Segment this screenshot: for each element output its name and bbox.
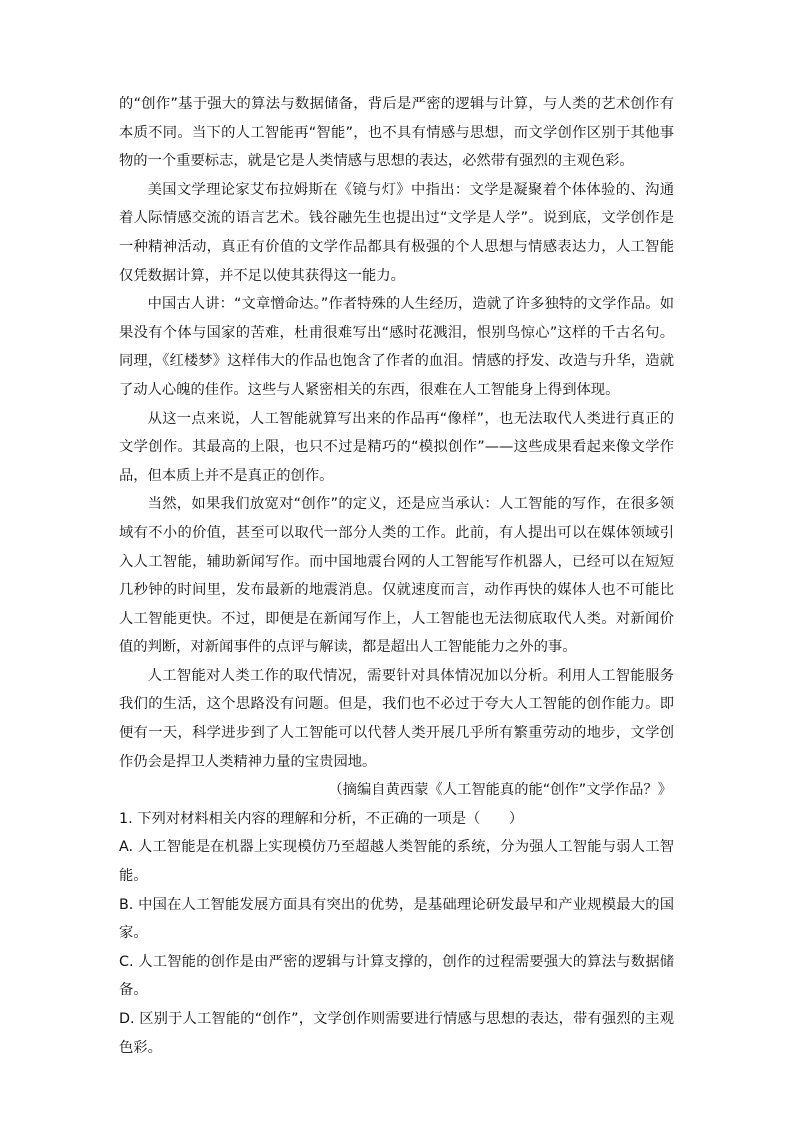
question-stem: 1. 下列对材料相关内容的理解和分析，不正确的一项是（ ） [119,810,524,827]
option-a: A. 人工智能是在机器上实现模仿乃至超越人类智能的系统，分为强人工智能与弱人工智能。 [119,839,674,885]
paragraph-3: 中国古人讲：“文章憎命达。”作者特殊的人生经历，造就了许多独特的文学作品。如果没有个体与国家的苦难，杜甫很难写出“感时花溅泪，恨别鸟惊心”这样的千古名句。同理，《红楼梦》这样伟大的作品也饱含了作者的血泪。情感的抒发、改造与升华，造就了动人心魄的佳作。这些与人紧密相关的东西，很难在人工智能身上得到体现。 [119,296,674,398]
option-d: D. 区别于人工智能的“创作”，文学创作则需要进行情感与思想的表达，带有强烈的主观色彩。 [119,1011,674,1056]
paragraph-2: 美国文学理论家艾布拉姆斯在《镜与灯》中指出：文学是凝聚着个体体验的、沟通着人际情感交流的语言艺术。钱谷融先生也提出过“文学是人学”。说到底，文学创作是一种精神活动，真正有价值的文学作品都具有极强的个人思想与情感表达力，人工智能仅凭数据计算，并不足以使其获得这一能力。 [119,181,674,284]
paragraph-6: 人工智能对人类工作的取代情况，需要针对具体情况加以分析。利用人工智能服务我们的生活，这个思路没有问题。但是，我们也不必过于夸大人工智能的创作能力。即便有一天，科学进步到了人工智能可以代替人类开展几乎所有繁重劳动的地步，文学创作仍会是捍卫人类精神力量的宝贵园地。 [119,667,674,770]
source-citation: （摘编自黄西蒙《人工智能真的能“创作”文学作品？》 [328,782,672,799]
paragraph-1: 的“创作”基于强大的算法与数据储备，背后是严密的逻辑与计算，与人类的艺术创作有本质不同。当下的人工智能再“智能”，也不具有情感与思想，而文学创作区别于其他事物的一个重要标志，就是它是人类情感与思想的表达，必然带有强烈的主观色彩。 [119,96,674,170]
option-c: C. 人工智能的创作是由严密的逻辑与计算支撑的，创作的过程需要强大的算法与数据储备。 [119,953,674,999]
option-b: B. 中国在人工智能发展方面具有突出的优势，是基础理论研发最早和产业规模最大的国家。 [119,896,674,942]
document-page [119,90,674,1062]
paragraph-4: 从这一点来说，人工智能就算写出来的作品再“像样”，也无法取代人类进行真正的文学创作。其最高的上限，也只不过是精巧的“模拟创作”——这些成果看起来像文学作品，但本质上并不是真正的创作。 [119,410,674,484]
paragraph-5: 当然，如果我们放宽对“创作”的定义，还是应当承认：人工智能的写作，在很多领域有不小的价值，甚至可以取代一部分人类的工作。此前，有人提出可以在媒体领域引入人工智能，辅助新闻写作。而中国地震台网的人工智能写作机器人，已经可以在短短几秒钟的时间里，发布最新的地震消息。仅就速度而言，动作再快的媒体人也不可能比人工智能更快。不过，即便是在新闻写作上，人工智能也无法彻底取代人类。对新闻价值的判断，对新闻事件的点评与解读，都是超出人工智能能力之外的事。 [119,496,674,656]
